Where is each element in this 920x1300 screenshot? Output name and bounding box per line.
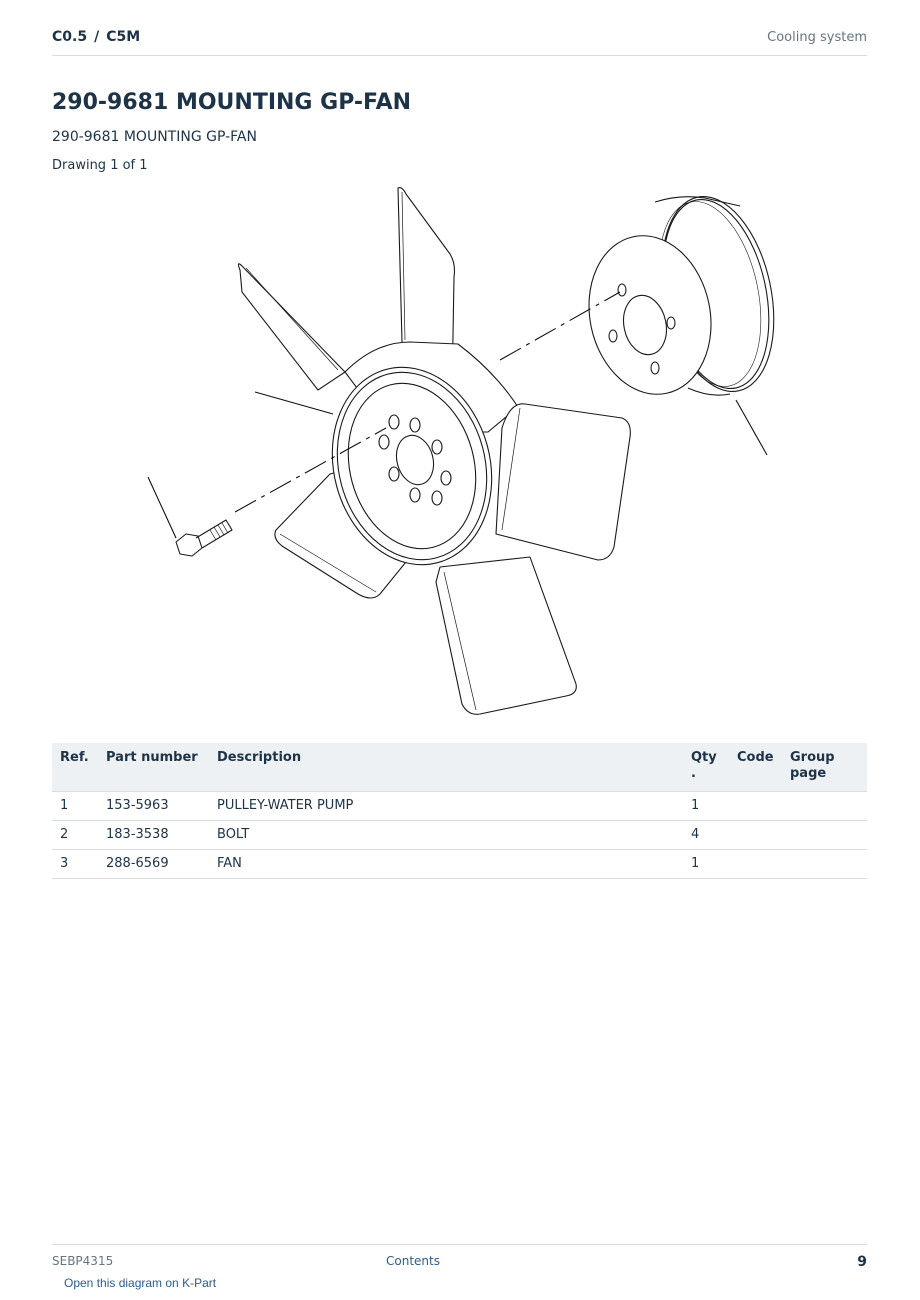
cell-qty: 1 <box>683 850 729 879</box>
table-row <box>52 821 867 850</box>
cell-group-page <box>782 850 867 879</box>
cell-group-page <box>782 792 867 821</box>
breadcrumb-model[interactable]: C0.5 <box>52 29 88 45</box>
parts-table <box>52 743 867 879</box>
cell-description: PULLEY-WATER PUMP <box>209 792 683 821</box>
cell-qty: 1 <box>683 792 729 821</box>
cell-code <box>729 792 782 821</box>
breadcrumb-separator: / <box>94 29 100 45</box>
cell-group-page <box>782 821 867 850</box>
col-qty: Qty . <box>683 743 729 792</box>
cell-ref: 3 <box>52 850 98 879</box>
cell-description: BOLT <box>209 821 683 850</box>
page-header <box>52 28 867 56</box>
page-footer <box>52 1244 867 1275</box>
parts-diagram[interactable] <box>140 182 780 722</box>
contents-link[interactable]: Contents <box>386 1254 440 1268</box>
breadcrumb-engine[interactable]: C5M <box>106 29 141 45</box>
cell-part-number[interactable]: 183-3538 <box>98 821 209 850</box>
section-title: Cooling system <box>767 30 867 45</box>
table-row <box>52 850 867 879</box>
col-group-page: Group page <box>782 743 867 792</box>
cell-code <box>729 850 782 879</box>
open-kpart-link[interactable]: Open this diagram on K-Part <box>64 1276 217 1290</box>
col-ref: Ref. <box>52 743 98 792</box>
cell-ref: 2 <box>52 821 98 850</box>
col-code: Code <box>729 743 782 792</box>
col-part-number: Part number <box>98 743 209 792</box>
fan-blade-lower-right <box>436 557 576 714</box>
fan-blade-right <box>496 404 630 560</box>
water-pump-pulley <box>575 186 780 406</box>
cell-part-number[interactable]: 288-6569 <box>98 850 209 879</box>
drawing-count: Drawing 1 of 1 <box>52 158 148 173</box>
page-subtitle: 290-9681 MOUNTING GP-FAN <box>52 129 257 145</box>
cell-ref: 1 <box>52 792 98 821</box>
fan-blade-upper-left <box>238 264 345 390</box>
cell-description: FAN <box>209 850 683 879</box>
page-title: 290-9681 MOUNTING GP-FAN <box>52 90 412 115</box>
page-number: 9 <box>857 1254 867 1270</box>
cell-code <box>729 821 782 850</box>
table-header-row <box>52 743 867 792</box>
bolt <box>176 520 232 556</box>
cell-part-number[interactable]: 153-5963 <box>98 792 209 821</box>
document-id: SEBP4315 <box>52 1254 114 1268</box>
col-description: Description <box>209 743 683 792</box>
breadcrumb <box>52 29 140 45</box>
table-row <box>52 792 867 821</box>
cell-qty: 4 <box>683 821 729 850</box>
